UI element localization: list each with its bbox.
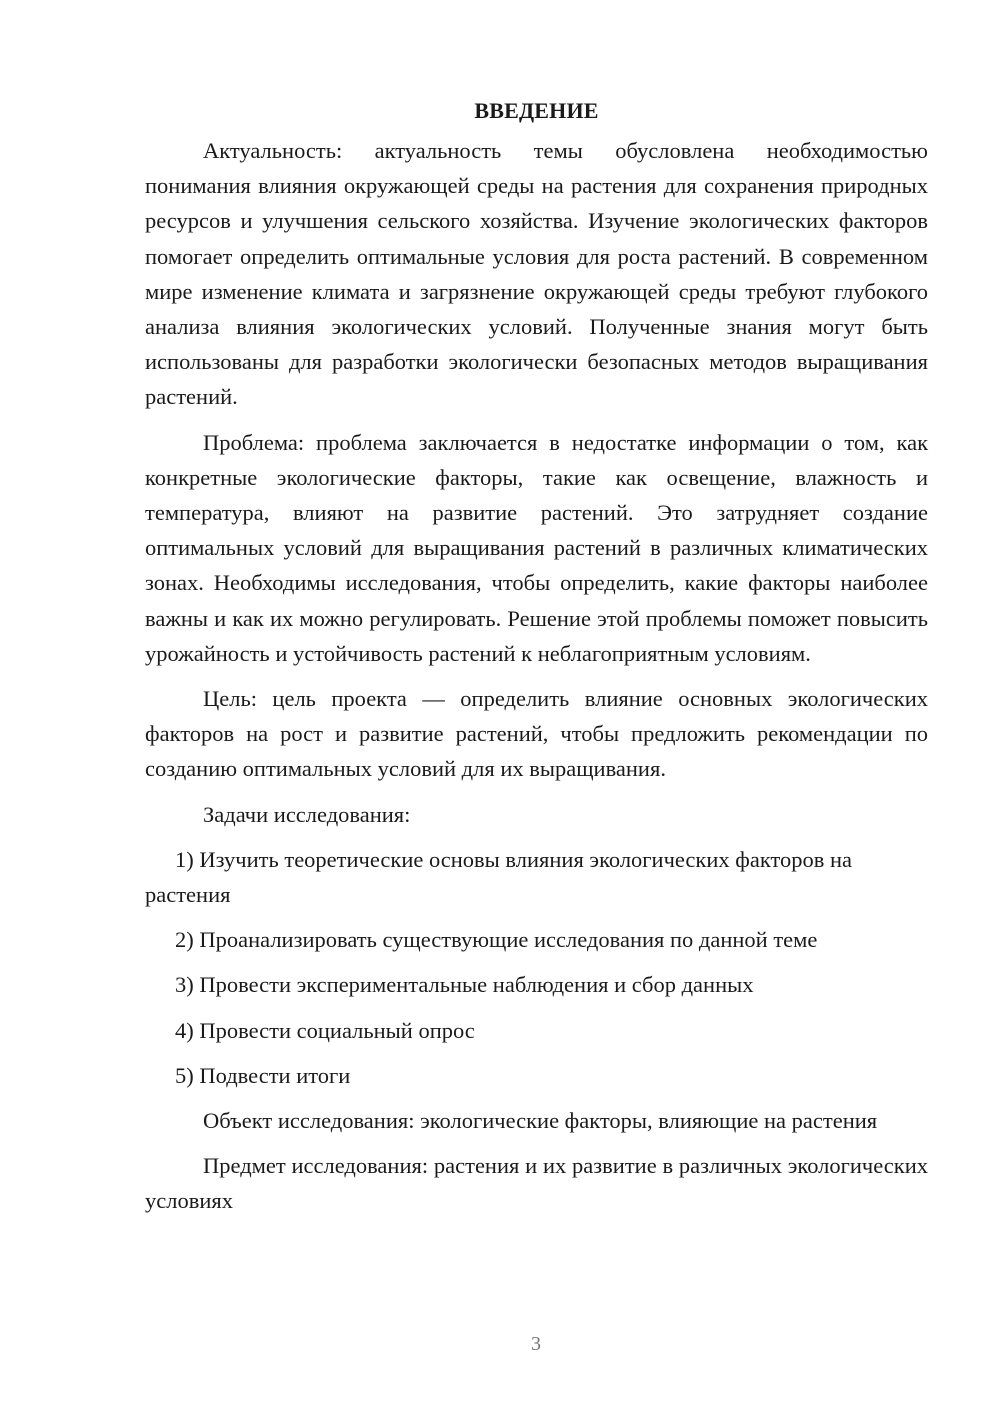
problem-paragraph: Проблема: проблема заключается в недостатке информации о том, как конкретные экологические факторы, такие как освещение, влажность и температура, влияют на развитие растений. Это затрудняет создание оптимальных условий для выращивания растений в различных климатических зонах. Необходимы исследования, чтобы определить, какие факторы наиболее важны и как их можно регулировать. Решение этой проблемы поможет повысить урожайность и устойчивость растений к неблагоприятным условиям. [145, 429, 928, 666]
task-item: 4) Провести социальный опрос [175, 1017, 475, 1043]
page-number: 3 [531, 1333, 541, 1355]
object-paragraph: Объект исследования: экологические факторы, влияющие на растения [203, 1108, 878, 1134]
page-content [145, 93, 928, 1229]
tasks-heading: Задачи исследования: [203, 801, 411, 827]
task-item: 5) Подвести итоги [175, 1062, 351, 1088]
task-item: 3) Провести экспериментальные наблюдения и сбор данных [175, 972, 754, 998]
goal-paragraph: Цель: цель проекта — определить влияние основных экологических факторов на рост и развитие растений, чтобы предложить рекомендации по созданию оптимальных условий для их выращивания. [145, 686, 928, 782]
subject-paragraph: Предмет исследования: растения и их развитие в различных экологических условиях [145, 1153, 928, 1214]
section-title: ВВЕДЕНИЕ [474, 98, 599, 123]
task-item: 1) Изучить теоретические основы влияния экологических факторов на растения [145, 846, 853, 908]
relevance-paragraph: Актуальность: актуальность темы обусловлена необходимостью понимания влияния окружающей среды на растения для сохранения природных ресурсов и улучшения сельского хозяйства. Изучение экологических факторов помогает определить оптимальные условия для роста растений. В современном мире изменение климата и загрязнение окружающей среды требуют глубокого анализа влияния экологических условий. Полученные знания могут быть использованы для разработки экологически безопасных методов выращивания растений. [145, 138, 928, 410]
task-item: 2) Проанализировать существующие исследования по данной теме [175, 927, 818, 953]
